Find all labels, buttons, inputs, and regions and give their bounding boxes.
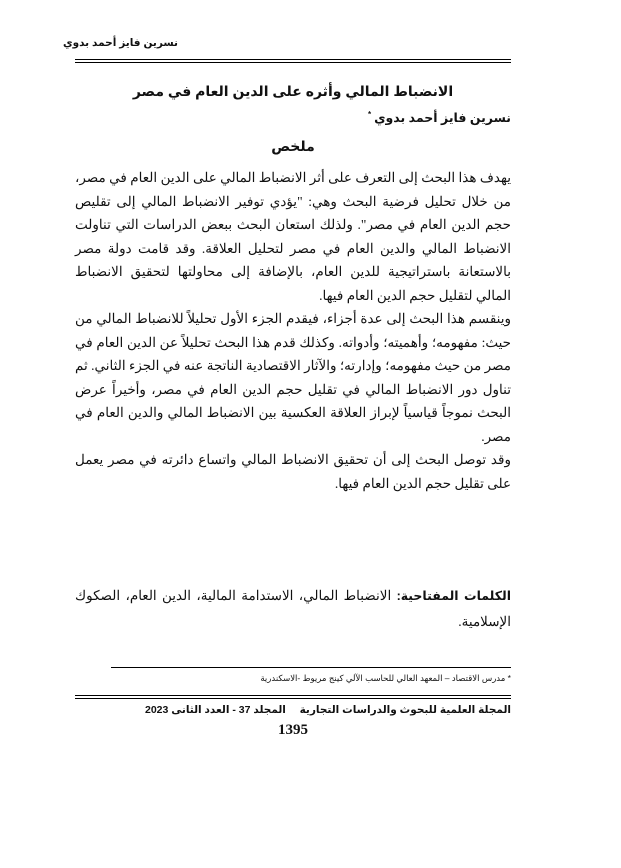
paper-title: الانضباط المالي وأثره على الدين العام في مصر <box>132 83 454 99</box>
keywords-label: الكلمات المفتاحية: <box>396 589 511 603</box>
journal-volume-issue: المجلد 37 - العدد الثانى 2023 <box>145 704 286 716</box>
keywords-list: الانضباط المالي، الاستدامة المالية، الدين العام، الصكوك الإسلامية. <box>75 588 511 629</box>
abstract-heading: ملخص <box>271 138 315 154</box>
footer-double-rule <box>75 695 511 699</box>
running-head-author: نسرين فايز أحمد بدوي <box>62 37 178 49</box>
author-footnote-mark: * <box>367 110 372 119</box>
author-footnote: * مدرس الاقتصاد – المعهد العالي للحاسب الآلي كينج مريوط -الاسكندرية <box>260 673 511 683</box>
keywords-block <box>75 583 511 635</box>
author-line <box>368 110 511 125</box>
footnote-rule <box>111 667 511 668</box>
abstract-paragraph-2: وينقسم هذا البحث إلى عدة أجزاء، فيقدم الجزء الأول تحليلاً للانضباط المالي من حيث: مفهومه؛ وأهميته؛ وأدواته. وكذلك قدم هذا البحث تحليلاً عن الدين العام في مصر من حيث مفهومه؛ وإدارته؛ والآثار الاقتصادية الناتجة عنه في الجزء الثاني. ثم تناول دور الانضباط المالي في تقليل حجم الدين العام في مصر، وأخيراً عرض البحث نموجاً قياسياً لإبراز العلاقة العكسية بين الانضباط المالي والدين العام في مصر. <box>75 311 511 444</box>
header-double-rule <box>75 59 511 63</box>
author-name: نسرين فايز أحمد بدوي <box>374 111 511 126</box>
abstract-paragraph-3: وقد توصل البحث إلى أن تحقيق الانضباط المالي واتساع دائرته في مصر يعمل على تقليل حجم الدين العام فيها. <box>75 452 511 491</box>
abstract-paragraph-1: يهدف هذا البحث إلى التعرف على أثر الانضباط المالي على الدين العام في مصر، من خلال تحليل فرضية البحث وهي: "يؤدي توفير الانضباط المالي إلى تقليص حجم الدين العام في مصر". ولذلك استعان البحث ببعض الدراسات التي تناولت الانضباط المالي والدين العام في مصر لتحليل العلاقة. وقد قامت دولة مصر بالاستعانة باستراتيجية للدين العام، بالإضافة إلى محاولتها لتحقيق الانضباط المالي لتقليل حجم الدين العام فيها. <box>75 170 511 303</box>
page-number: 1395 <box>278 722 308 738</box>
abstract-body <box>75 166 511 495</box>
journal-name: المجلة العلمية للبحوث والدراسات التجارية <box>299 704 511 716</box>
